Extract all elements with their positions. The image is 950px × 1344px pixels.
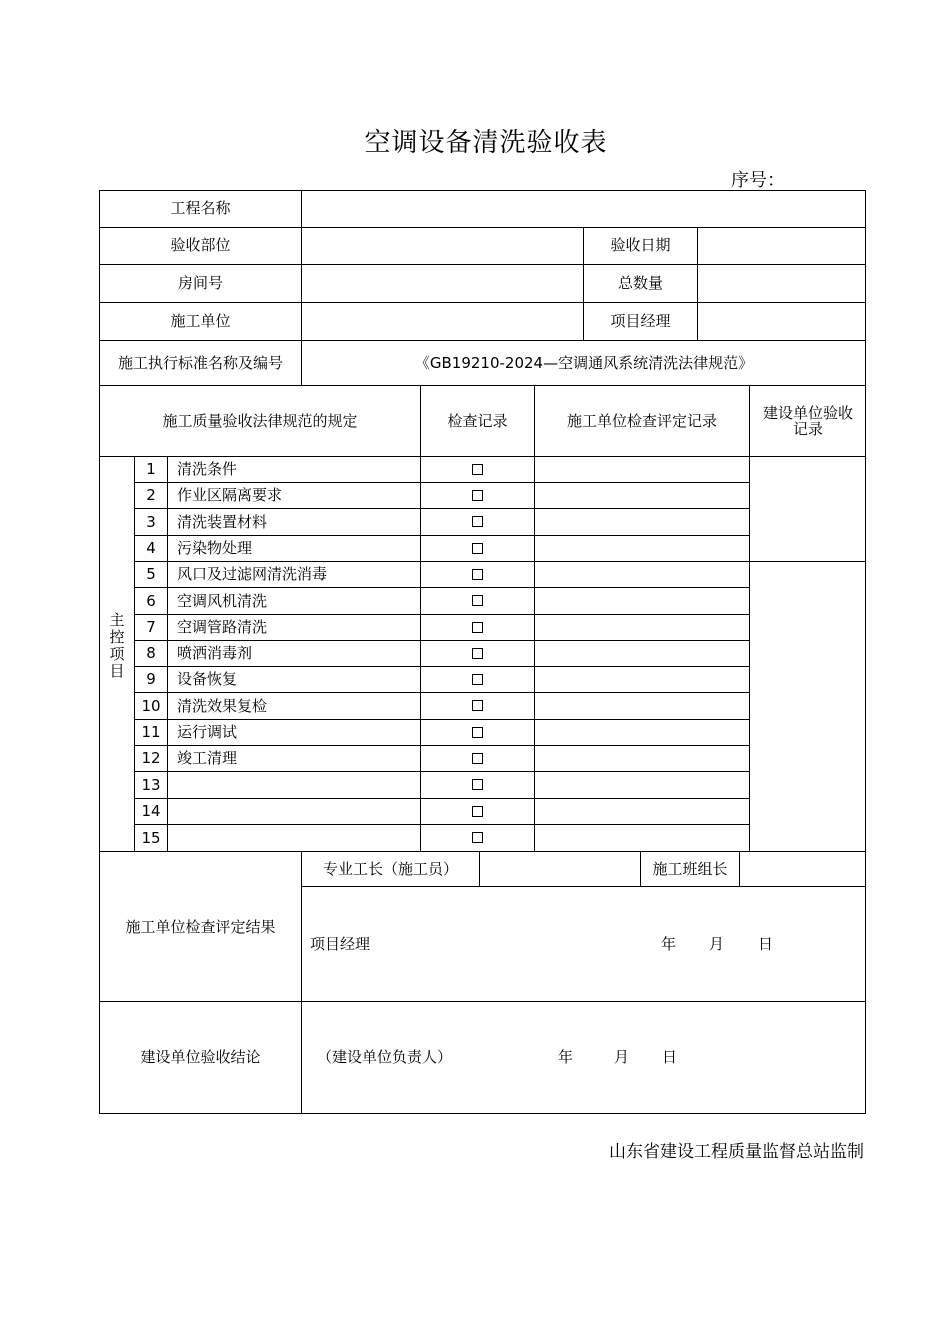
item-number: 9 xyxy=(146,670,156,688)
item-number: 15 xyxy=(141,829,161,847)
item-name: 污染物处理 xyxy=(177,539,253,557)
acceptance-date-label: 验收日期 xyxy=(610,236,671,254)
check-record-checkbox[interactable] xyxy=(472,464,483,475)
standard-label: 施工执行标准名称及编号 xyxy=(117,354,283,372)
check-record-checkbox[interactable] xyxy=(472,779,483,790)
item-number: 4 xyxy=(146,539,156,557)
unit-evaluation-cell[interactable] xyxy=(536,668,747,691)
item-name: 清洗效果复检 xyxy=(177,697,268,715)
item-number: 3 xyxy=(146,513,156,531)
conclusion-year-label: 年 xyxy=(558,1048,574,1066)
client-person-label: （建设单位负责人） xyxy=(317,1048,453,1066)
item-number: 11 xyxy=(141,723,161,741)
construction-unit-label: 施工单位 xyxy=(170,312,231,330)
check-record-checkbox[interactable] xyxy=(472,727,483,738)
unit-evaluation-cell[interactable] xyxy=(536,800,747,823)
item-name: 运行调试 xyxy=(177,723,238,741)
result-year-label: 年 xyxy=(661,935,677,953)
unit-evaluation-cell[interactable] xyxy=(536,589,747,613)
unit-evaluation-header: 施工单位检查评定记录 xyxy=(566,412,717,430)
result-month-label: 月 xyxy=(709,935,725,953)
page-title: 空调设备清洗验收表 xyxy=(364,128,608,158)
unit-evaluation-cell[interactable] xyxy=(536,721,747,744)
team-leader-field[interactable] xyxy=(741,853,863,884)
item-number: 8 xyxy=(146,644,156,662)
unit-evaluation-cell[interactable] xyxy=(536,694,747,718)
project-name-field[interactable] xyxy=(303,193,863,225)
acceptance-date-field[interactable] xyxy=(699,230,863,262)
item-number: 2 xyxy=(146,486,156,504)
unit-evaluation-cell[interactable] xyxy=(536,773,747,797)
foreman-field[interactable] xyxy=(481,853,638,884)
main-control-items-label: 主 控 项 目 xyxy=(109,611,125,680)
acceptance-part-label: 验收部位 xyxy=(170,236,231,254)
conclusion-month-label: 月 xyxy=(614,1048,630,1066)
item-number: 7 xyxy=(146,618,156,636)
project-manager-field[interactable] xyxy=(699,305,863,338)
item-number: 6 xyxy=(146,592,156,610)
item-name: 清洗装置材料 xyxy=(177,513,268,531)
foreman-label: 专业工长（施工员） xyxy=(322,860,458,878)
check-record-checkbox[interactable] xyxy=(472,700,483,711)
team-leader-label: 施工班组长 xyxy=(652,860,728,878)
total-quantity-label: 总数量 xyxy=(617,274,663,292)
item-number: 12 xyxy=(141,749,161,767)
room-number-label: 房间号 xyxy=(177,274,223,292)
check-record-checkbox[interactable] xyxy=(472,648,483,659)
item-number: 1 xyxy=(146,460,156,478)
item-number: 14 xyxy=(141,802,161,820)
item-name: 设备恢复 xyxy=(177,670,238,688)
unit-evaluation-cell[interactable] xyxy=(536,510,747,534)
item-name: 清洗条件 xyxy=(177,460,238,478)
unit-result-label: 施工单位检查评定结果 xyxy=(125,918,276,936)
client-conclusion-label: 建设单位验收结论 xyxy=(140,1048,261,1066)
item-name: 竣工清理 xyxy=(177,749,238,767)
unit-evaluation-cell[interactable] xyxy=(536,642,747,665)
item-name: 空调管路清洗 xyxy=(177,618,268,636)
check-record-header: 检查记录 xyxy=(447,412,508,430)
check-record-checkbox[interactable] xyxy=(472,753,483,764)
check-record-checkbox[interactable] xyxy=(472,516,483,527)
item-name: 风口及过滤网清洗消毒 xyxy=(177,565,328,583)
check-record-checkbox[interactable] xyxy=(472,595,483,606)
check-record-checkbox[interactable] xyxy=(472,622,483,633)
check-record-checkbox[interactable] xyxy=(472,832,483,843)
check-record-checkbox[interactable] xyxy=(472,543,483,554)
regulation-header: 施工质量验收法律规范的规定 xyxy=(162,412,358,430)
total-quantity-field[interactable] xyxy=(699,267,863,300)
unit-evaluation-cell[interactable] xyxy=(536,458,747,481)
unit-evaluation-cell[interactable] xyxy=(536,563,747,586)
client-record-header-line2: 记录 xyxy=(792,420,823,438)
serial-number-label: 序号： xyxy=(731,170,785,191)
conclusion-day-label: 日 xyxy=(662,1048,678,1066)
project-name-label: 工程名称 xyxy=(170,199,231,217)
room-number-field[interactable] xyxy=(303,267,581,300)
unit-evaluation-cell[interactable] xyxy=(536,747,747,770)
result-day-label: 日 xyxy=(758,935,774,953)
check-record-checkbox[interactable] xyxy=(472,806,483,817)
unit-evaluation-cell[interactable] xyxy=(536,537,747,560)
construction-unit-field[interactable] xyxy=(303,305,581,338)
unit-evaluation-cell[interactable] xyxy=(536,484,747,507)
item-number: 5 xyxy=(146,565,156,583)
acceptance-part-field[interactable] xyxy=(303,230,581,262)
client-record-header-line1: 建设单位验收 xyxy=(762,404,853,422)
result-manager-label: 项目经理 xyxy=(310,935,371,953)
check-record-checkbox[interactable] xyxy=(472,490,483,501)
item-number: 10 xyxy=(141,697,161,715)
unit-evaluation-cell[interactable] xyxy=(536,826,747,850)
item-name: 作业区隔离要求 xyxy=(177,486,283,504)
item-name: 喷洒消毒剂 xyxy=(177,644,253,662)
item-number: 13 xyxy=(141,776,161,794)
project-manager-label: 项目经理 xyxy=(610,312,671,330)
check-record-checkbox[interactable] xyxy=(472,674,483,685)
standard-value: 《GB19210-2024—空调通风系统清洗法律规范》 xyxy=(414,354,754,372)
item-name: 空调风机清洗 xyxy=(177,592,268,610)
unit-evaluation-cell[interactable] xyxy=(536,616,747,639)
check-record-checkbox[interactable] xyxy=(472,569,483,580)
footer-issuer: 山东省建设工程质量监督总站监制 xyxy=(609,1142,864,1162)
